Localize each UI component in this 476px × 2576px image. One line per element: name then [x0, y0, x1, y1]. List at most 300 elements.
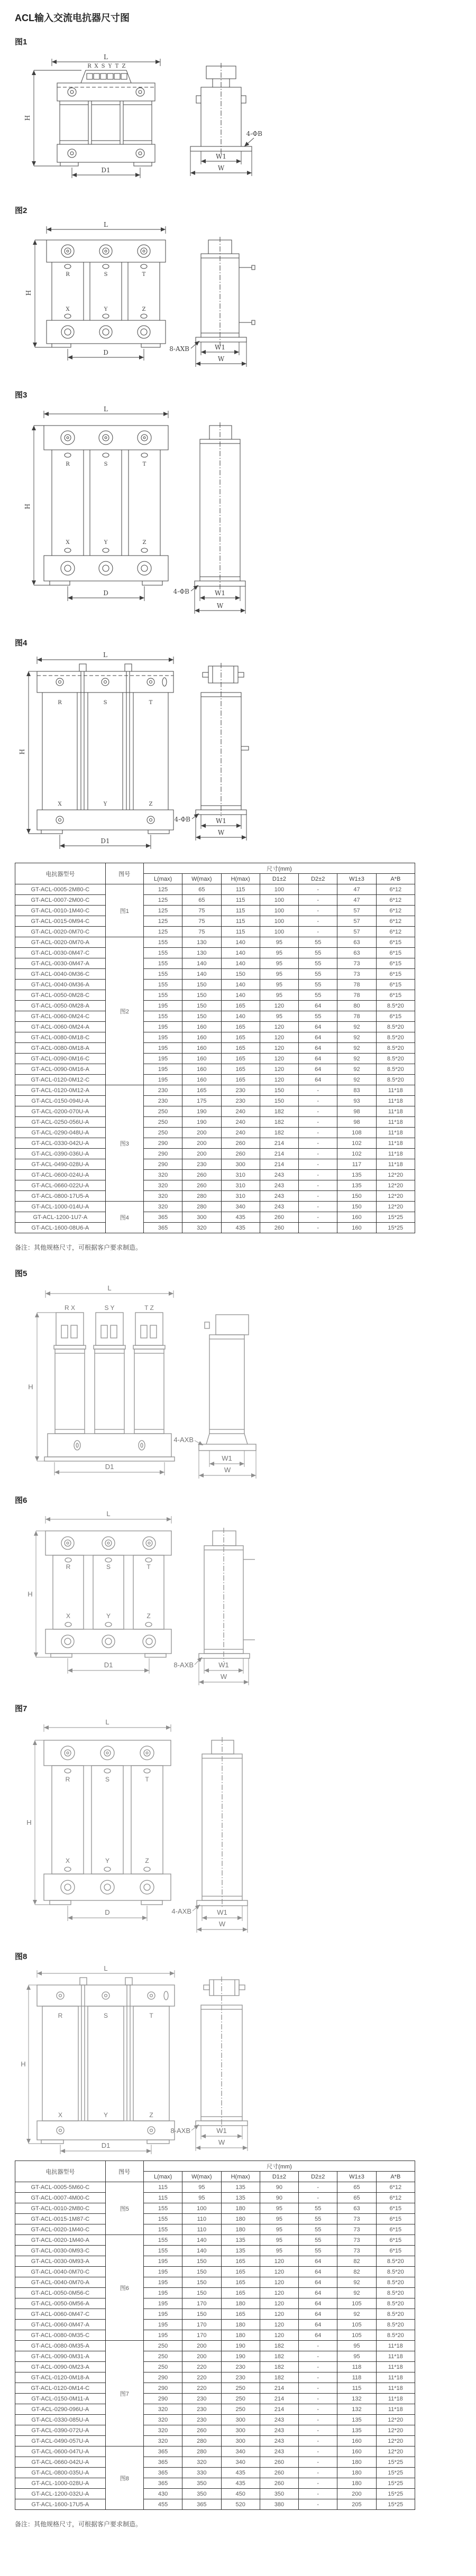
dim-cell: 190 — [221, 2341, 260, 2351]
dim-D: D — [103, 349, 108, 356]
dim-cell: 165 — [221, 2256, 260, 2267]
dim-cell: 280 — [182, 2436, 221, 2446]
figure-group-cell: 图3 — [105, 1085, 143, 1202]
header-dim-col: D1±2 — [260, 874, 298, 884]
table-row — [15, 2436, 415, 2446]
dim-cell: 130 — [182, 948, 221, 958]
front-view — [24, 405, 168, 601]
dim-cell: 320 — [182, 1223, 221, 1233]
front-view — [28, 1510, 171, 1674]
dim-cell: 155 — [143, 969, 182, 980]
dim-cell: 180 — [337, 2457, 376, 2468]
coil-label: Y — [103, 801, 107, 807]
dim-cell: 105 — [337, 2330, 376, 2341]
dim-cell: 55 — [299, 948, 337, 958]
dim-cell: 182 — [260, 2351, 298, 2362]
dim-cell: 100 — [260, 884, 298, 895]
dim-cell: 130 — [182, 937, 221, 948]
table-row — [15, 916, 415, 927]
dim-cell: 73 — [337, 2214, 376, 2224]
dim-cell: 11*18 — [376, 1128, 415, 1138]
dim-cell: 190 — [221, 2351, 260, 2362]
dim-cell: 320 — [143, 1202, 182, 1212]
dim-cell: 205 — [337, 2499, 376, 2510]
dim-cell: 6*15 — [376, 980, 415, 990]
dim-cell: 92 — [337, 2309, 376, 2320]
dim-cell: - — [299, 2394, 337, 2404]
dim-cell: 290 — [143, 1159, 182, 1170]
dim-cell: 95 — [260, 2214, 298, 2224]
dim-cell: 182 — [260, 2362, 298, 2372]
table-row — [15, 937, 415, 948]
model-cell: GT-ACL-0090-0M16-A — [15, 1064, 106, 1075]
figure-7-label: 图7 — [15, 1704, 28, 1713]
dim-cell: 8.5*20 — [376, 1032, 415, 1043]
coil-label: R — [66, 1563, 71, 1571]
dim-cell: 64 — [299, 2277, 337, 2288]
figure-2-drawing — [15, 219, 263, 377]
dim-cell: 165 — [221, 1001, 260, 1011]
dim-cell: 64 — [299, 1001, 337, 1011]
dim-cell: 140 — [221, 937, 260, 948]
dim-cell: 320 — [143, 1170, 182, 1180]
table-row — [15, 2362, 415, 2372]
dim-cell: 15*25 — [376, 1212, 415, 1223]
hole-callout: 4-ΦB — [174, 816, 190, 823]
table-row — [15, 2468, 415, 2478]
dim-cell: - — [299, 1138, 337, 1149]
model-cell: GT-ACL-0010-2M80-C — [15, 2203, 106, 2214]
coil-label: X — [58, 801, 62, 807]
dim-cell: - — [299, 927, 337, 937]
dim-cell: 195 — [143, 1054, 182, 1064]
dim-cell: 195 — [143, 2288, 182, 2298]
model-cell: GT-ACL-0030-0M47-C — [15, 948, 106, 958]
dim-cell: 95 — [260, 2224, 298, 2235]
hole-callout: 4-AXB — [173, 1436, 194, 1444]
dim-cell: 6*15 — [376, 969, 415, 980]
dim-cell: - — [299, 1180, 337, 1191]
dim-cell: 95 — [260, 990, 298, 1001]
dim-cell: 6*15 — [376, 958, 415, 969]
model-cell: GT-ACL-1600-17U5-A — [15, 2499, 106, 2510]
dim-cell: - — [299, 1159, 337, 1170]
header-dim-col: L(max) — [143, 2172, 182, 2182]
dim-cell: - — [299, 2372, 337, 2383]
dim-cell: 230 — [182, 1159, 221, 1170]
coil-label: R — [58, 700, 62, 706]
dim-cell: 243 — [260, 2436, 298, 2446]
table-row — [15, 2267, 415, 2277]
dim-cell: 243 — [260, 2425, 298, 2436]
coil-label: X — [66, 307, 70, 312]
dim-cell: 115 — [221, 916, 260, 927]
table-row — [15, 2351, 415, 2362]
coil-label: S — [103, 2012, 108, 2019]
figure-1-drawing — [15, 50, 263, 193]
table-row — [15, 2182, 415, 2193]
dim-cell: - — [299, 884, 337, 895]
table-row — [15, 2203, 415, 2214]
dim-cell: - — [299, 2193, 337, 2203]
model-cell: GT-ACL-0050-0M56-A — [15, 2298, 106, 2309]
dim-W: W — [224, 1466, 231, 1474]
dim-cell: 320 — [182, 2457, 221, 2468]
dim-cell: 95 — [337, 2341, 376, 2351]
dim-cell: 115 — [221, 906, 260, 916]
dim-cell: 250 — [221, 2383, 260, 2394]
dim-D1: D1 — [105, 1463, 114, 1471]
dim-cell: 243 — [260, 2415, 298, 2425]
dim-cell: 57 — [337, 927, 376, 937]
dim-cell: 160 — [182, 1064, 221, 1075]
dim-cell: 92 — [337, 1022, 376, 1032]
table-row — [15, 2330, 415, 2341]
dim-cell: 182 — [260, 1106, 298, 1117]
dim-cell: 340 — [221, 1202, 260, 1212]
dim-cell: 260 — [221, 1138, 260, 1149]
table-row — [15, 1170, 415, 1180]
dim-cell: 165 — [182, 1085, 221, 1096]
dim-cell: 200 — [182, 2351, 221, 2362]
dim-cell: 150 — [182, 2267, 221, 2277]
dim-cell: 182 — [260, 2372, 298, 2383]
dim-cell: 320 — [143, 2415, 182, 2425]
dim-cell: 330 — [182, 2468, 221, 2478]
table-row — [15, 927, 415, 937]
dim-cell: 260 — [182, 2425, 221, 2436]
dim-cell: 230 — [182, 2404, 221, 2415]
dim-cell: 230 — [221, 2372, 260, 2383]
dim-cell: 140 — [221, 958, 260, 969]
dim-W: W — [220, 1673, 227, 1681]
dim-L: L — [107, 1284, 112, 1292]
model-cell: GT-ACL-0490-028U-A — [15, 1159, 106, 1170]
table-row — [15, 990, 415, 1001]
model-cell: GT-ACL-0120-0M14-C — [15, 2383, 106, 2394]
dim-cell: 115 — [143, 2182, 182, 2193]
dim-cell: 11*18 — [376, 2362, 415, 2372]
dim-cell: 182 — [260, 2341, 298, 2351]
terminal-block-label: S Y — [104, 1304, 115, 1312]
figure-8-label: 图8 — [15, 1952, 28, 1961]
dim-W1: W1 — [216, 2127, 227, 2135]
dim-cell: 190 — [182, 1106, 221, 1117]
dim-cell: 120 — [260, 2320, 298, 2330]
model-cell: GT-ACL-0060-0M47-A — [15, 2320, 106, 2330]
model-cell: GT-ACL-0060-0M47-C — [15, 2309, 106, 2320]
dim-D1: D1 — [104, 1661, 113, 1669]
dim-cell: 165 — [221, 1043, 260, 1054]
dim-cell: 110 — [182, 2214, 221, 2224]
dim-cell: 300 — [221, 2425, 260, 2436]
dim-cell: 150 — [182, 1011, 221, 1022]
figure-group-cell: 图5 — [105, 2182, 143, 2235]
dim-cell: 65 — [337, 2193, 376, 2203]
dim-cell: 120 — [260, 2309, 298, 2320]
table-row — [15, 1075, 415, 1085]
dim-H: H — [24, 503, 31, 510]
dim-cell: 155 — [143, 948, 182, 958]
table-row — [15, 1223, 415, 1233]
dim-cell: 320 — [143, 1191, 182, 1202]
dim-cell: - — [299, 2478, 337, 2489]
dim-cell: 365 — [143, 2446, 182, 2457]
table-row — [15, 1180, 415, 1191]
header-dim-col: D2±2 — [299, 2172, 337, 2182]
model-cell: GT-ACL-0030-0M93-C — [15, 2246, 106, 2256]
header-dim-col: L(max) — [143, 874, 182, 884]
dim-cell: 12*20 — [376, 1202, 415, 1212]
figure-group-cell: 图8 — [105, 2446, 143, 2510]
dim-cell: 120 — [260, 2288, 298, 2298]
figure-3-drawing — [15, 403, 263, 625]
coil-label: R — [66, 272, 70, 278]
dim-L: L — [105, 1718, 109, 1726]
dim-cell: 57 — [337, 906, 376, 916]
table-2-note: 备注：其他规格尺寸，可根据客户要求制造。 — [15, 2520, 142, 2528]
dim-cell: 11*18 — [376, 1117, 415, 1128]
table-row — [15, 2193, 415, 2203]
front-view — [19, 651, 173, 849]
dim-cell: 170 — [182, 2298, 221, 2309]
dim-cell: 260 — [182, 1170, 221, 1180]
header-dim-col: A*B — [376, 874, 415, 884]
table-row — [15, 1106, 415, 1117]
dim-cell: 155 — [143, 2224, 182, 2235]
table-row — [15, 2489, 415, 2499]
dim-cell: 95 — [182, 2182, 221, 2193]
coil-label: Y — [104, 540, 108, 546]
dim-cell: 64 — [299, 2298, 337, 2309]
header-dim-col: W1±3 — [337, 874, 376, 884]
model-cell: GT-ACL-0015-0M94-C — [15, 916, 106, 927]
model-cell: GT-ACL-0060-0M24-C — [15, 1011, 106, 1022]
model-cell: GT-ACL-1600-08U6-A — [15, 1223, 106, 1233]
model-cell: GT-ACL-0080-0M18-A — [15, 1043, 106, 1054]
dim-cell: 117 — [337, 1159, 376, 1170]
figure-group-cell: 图1 — [105, 884, 143, 937]
model-cell: GT-ACL-0050-0M28-A — [15, 1001, 106, 1011]
dim-cell: 140 — [221, 1011, 260, 1022]
dim-cell: 160 — [182, 1054, 221, 1064]
dim-cell: 6*12 — [376, 895, 415, 906]
model-cell: GT-ACL-0040-0M70-C — [15, 2267, 106, 2277]
table-row — [15, 1191, 415, 1202]
table-row — [15, 1202, 415, 1212]
dim-cell: 175 — [182, 1096, 221, 1106]
dim-cell: 150 — [182, 990, 221, 1001]
model-cell: GT-ACL-0090-0M16-C — [15, 1054, 106, 1064]
header-figure: 图号 — [105, 863, 143, 884]
dim-cell: 155 — [143, 990, 182, 1001]
dim-cell: 290 — [143, 1138, 182, 1149]
hole-callout: 8-AXB — [170, 2127, 190, 2135]
dim-cell: 155 — [143, 2214, 182, 2224]
coil-label: S — [106, 1563, 111, 1571]
dim-cell: 64 — [299, 1054, 337, 1064]
dim-cell: 11*18 — [376, 2383, 415, 2394]
dim-cell: 11*18 — [376, 1096, 415, 1106]
dim-cell: 6*15 — [376, 2224, 415, 2235]
dim-cell: 214 — [260, 2404, 298, 2415]
dim-cell: 240 — [221, 1117, 260, 1128]
dim-cell: 55 — [299, 990, 337, 1001]
dim-cell: 92 — [337, 1043, 376, 1054]
dim-cell: 450 — [221, 2489, 260, 2499]
dim-cell: 350 — [260, 2489, 298, 2499]
dim-cell: 125 — [143, 895, 182, 906]
figure-5-label: 图5 — [15, 1269, 28, 1278]
dim-L: L — [104, 1965, 108, 1972]
dim-cell: 160 — [182, 1075, 221, 1085]
dim-cell: 73 — [337, 969, 376, 980]
dim-cell: 135 — [337, 1170, 376, 1180]
dim-cell: 6*12 — [376, 884, 415, 895]
dim-L: L — [103, 651, 107, 659]
header-figure: 图号 — [105, 2161, 143, 2182]
dim-cell: 135 — [337, 2415, 376, 2425]
dim-cell: 260 — [260, 2468, 298, 2478]
dim-cell: 6*15 — [376, 948, 415, 958]
dim-cell: 100 — [260, 895, 298, 906]
table-row — [15, 2404, 415, 2415]
dim-cell: 78 — [337, 1011, 376, 1022]
table-1-note: 备注：其他规格尺寸，可根据客户要求制造。 — [15, 1244, 142, 1251]
table-row — [15, 2235, 415, 2246]
dim-cell: - — [299, 1149, 337, 1159]
dim-cell: 95 — [260, 937, 298, 948]
model-cell: GT-ACL-1000-014U-A — [15, 1202, 106, 1212]
header-dim-col: W(max) — [182, 874, 221, 884]
table-row — [15, 2383, 415, 2394]
model-cell: GT-ACL-0330-085U-A — [15, 2415, 106, 2425]
dim-cell: - — [299, 2468, 337, 2478]
model-cell: GT-ACL-0150-0M11-A — [15, 2394, 106, 2404]
side-view — [170, 1977, 248, 2151]
table-row — [15, 1159, 415, 1170]
dim-cell: 11*18 — [376, 1106, 415, 1117]
dim-cell: 195 — [143, 1075, 182, 1085]
table-row — [15, 2256, 415, 2267]
dim-cell: 8.5*20 — [376, 2309, 415, 2320]
coil-label: R — [65, 1776, 70, 1783]
dim-cell: 64 — [299, 1075, 337, 1085]
figure-group-cell: 图6 — [105, 2235, 143, 2341]
table-row — [15, 2394, 415, 2404]
dim-cell: 65 — [182, 884, 221, 895]
model-cell: GT-ACL-0007-2M00-C — [15, 895, 106, 906]
dim-cell: 55 — [299, 1011, 337, 1022]
dim-cell: 55 — [299, 980, 337, 990]
dim-cell: 120 — [260, 1022, 298, 1032]
dim-cell: 83 — [337, 1085, 376, 1096]
dim-L: L — [104, 221, 108, 228]
dim-cell: 15*25 — [376, 2478, 415, 2489]
model-cell: GT-ACL-0390-072U-A — [15, 2425, 106, 2436]
dim-cell: - — [299, 895, 337, 906]
side-view — [171, 1737, 248, 1933]
dim-cell: 155 — [143, 2203, 182, 2214]
dim-cell: 64 — [299, 2309, 337, 2320]
dim-cell: 135 — [221, 2235, 260, 2246]
dim-cell: 55 — [299, 969, 337, 980]
dim-cell: - — [299, 1106, 337, 1117]
dim-cell: 250 — [143, 2341, 182, 2351]
table-row — [15, 2372, 415, 2383]
model-cell: GT-ACL-0120-0M12-C — [15, 1075, 106, 1085]
table-row — [15, 2224, 415, 2235]
dim-cell: - — [299, 2489, 337, 2499]
model-cell: GT-ACL-0020-1M40-A — [15, 2235, 106, 2246]
coil-label: Y — [105, 1857, 110, 1864]
dim-cell: 6*12 — [376, 927, 415, 937]
dim-W1: W1 — [218, 1661, 229, 1669]
dim-cell: 6*15 — [376, 937, 415, 948]
dim-cell: 195 — [143, 1022, 182, 1032]
hole-callout: 4-ΦB — [173, 588, 189, 595]
side-view — [173, 422, 245, 614]
dim-cell: 92 — [337, 2277, 376, 2288]
dim-W1: W1 — [215, 589, 225, 597]
table-row — [15, 2277, 415, 2288]
dim-cell: 320 — [143, 2425, 182, 2436]
page-title: ACL输入交流电抗器尺寸图 — [15, 13, 130, 23]
table-row — [15, 2457, 415, 2468]
model-cell: GT-ACL-0800-17U5-A — [15, 1191, 106, 1202]
dim-cell: 140 — [221, 948, 260, 958]
dim-cell: 195 — [143, 1032, 182, 1043]
coil-label: T — [142, 461, 147, 467]
dim-W: W — [217, 829, 225, 836]
dim-cell: 150 — [182, 2309, 221, 2320]
model-cell: GT-ACL-0330-042U-A — [15, 1138, 106, 1149]
dim-cell: 365 — [143, 1223, 182, 1233]
dim-cell: 180 — [221, 2320, 260, 2330]
coil-label: Y — [103, 2111, 108, 2119]
dim-cell: 240 — [221, 1106, 260, 1117]
dim-cell: 430 — [143, 2489, 182, 2499]
dim-cell: 55 — [299, 2224, 337, 2235]
table-row — [15, 2341, 415, 2351]
dim-cell: 92 — [337, 1032, 376, 1043]
dim-cell: 195 — [143, 1064, 182, 1075]
dim-cell: 120 — [260, 1032, 298, 1043]
dim-cell: 180 — [221, 2330, 260, 2341]
model-cell: GT-ACL-0090-0M23-A — [15, 2362, 106, 2372]
dim-cell: - — [299, 1085, 337, 1096]
dim-cell: 8.5*20 — [376, 2277, 415, 2288]
table-row — [15, 1096, 415, 1106]
dim-cell: 92 — [337, 1064, 376, 1075]
table-row — [15, 2415, 415, 2425]
dim-cell: - — [299, 2425, 337, 2436]
model-cell: GT-ACL-0030-0M93-A — [15, 2256, 106, 2267]
terminal-label: Y — [108, 63, 112, 69]
dim-cell: 340 — [221, 2457, 260, 2468]
dimension-table-2 — [15, 2160, 415, 2510]
dim-cell: 250 — [221, 2394, 260, 2404]
dim-cell: 180 — [337, 2468, 376, 2478]
dim-cell: 120 — [260, 1001, 298, 1011]
dim-cell: 165 — [221, 1054, 260, 1064]
dim-cell: 220 — [182, 2383, 221, 2394]
dim-cell: 6*12 — [376, 906, 415, 916]
coil-label: S — [104, 272, 108, 278]
table-row — [15, 2288, 415, 2298]
dim-cell: - — [299, 2341, 337, 2351]
dim-cell: 140 — [221, 990, 260, 1001]
